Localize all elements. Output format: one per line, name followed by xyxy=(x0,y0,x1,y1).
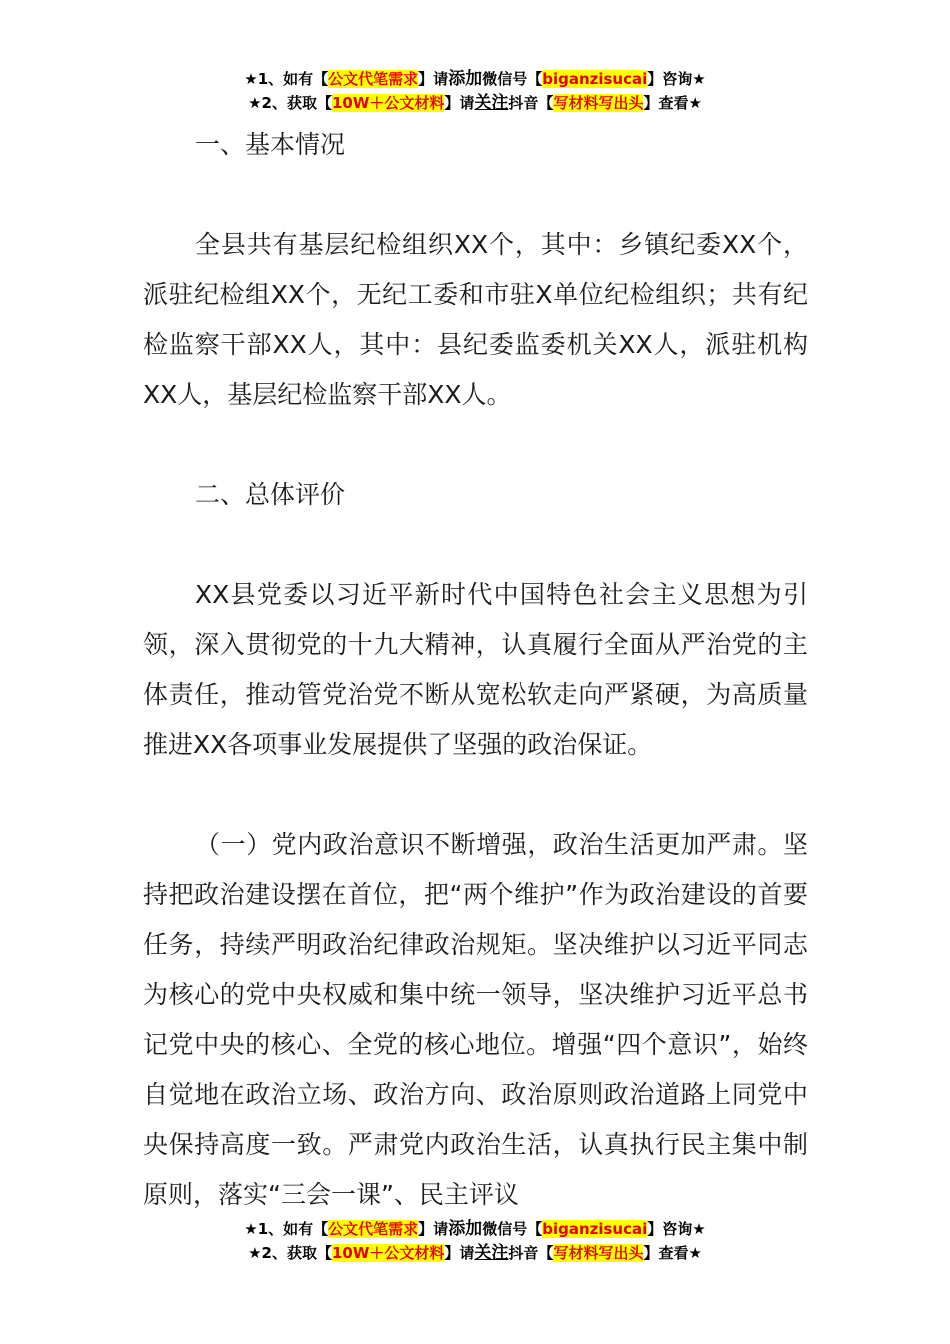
banner-line-1 xyxy=(0,1217,950,1241)
banner-text: 微信号【 xyxy=(482,1220,543,1238)
banner-text: ★1、如有【 xyxy=(244,1220,329,1238)
banner-line-2 xyxy=(0,91,950,115)
banner-emphasis: 关注 xyxy=(474,93,509,113)
banner-text: 】咨询★ xyxy=(647,70,706,88)
paragraph-political-awareness: （一）党内政治意识不断增强，政治生活更加严肃。坚持把政治建设摆在首位，把“两个维护”作为政治建设的首要任务，持续严明政治纪律政治规矩。坚决维护以习近平同志为核心的党中央权威和集中统一领导，坚决维护习近平总书记党中央的核心、全党的核心地位。增强“四个意识”，始终自觉地在政治立场、政治方向、政治原则政治道路上同党中央保持高度一致。严肃党内政治生活，认真执行民主集中制原则，落实“三会一课”、民主评议 xyxy=(143,830,808,1209)
banner-line-1 xyxy=(0,67,950,91)
banner-highlight: 10W＋公文材料 xyxy=(331,94,445,112)
banner-text: 】查看★ xyxy=(643,94,702,112)
banner-text: 】请 xyxy=(418,70,449,88)
banner-highlight: biganzisucai xyxy=(542,70,648,88)
banner-text: 】咨询★ xyxy=(647,1220,706,1238)
section-heading-evaluation: 二、总体评价 xyxy=(195,480,346,509)
header-banner xyxy=(0,67,950,115)
banner-line-2 xyxy=(0,1241,950,1265)
paragraph-evaluation: XX县党委以习近平新时代中国特色社会主义思想为引领，深入贯彻党的十九大精神，认真履行全面从严治党的主体责任，推动管党治党不断从宽松软走向严紧硬，为高质量推进XX各项事业发展提供了坚强的政治保证。 xyxy=(143,580,808,759)
banner-text: 】请 xyxy=(418,1220,449,1238)
banner-highlight: 10W＋公文材料 xyxy=(331,1244,445,1262)
banner-highlight: 公文代笔需求 xyxy=(328,70,419,88)
footer-banner xyxy=(0,1217,950,1265)
banner-emphasis: 关注 xyxy=(474,1243,509,1263)
banner-highlight: 写材料写出头 xyxy=(553,94,644,112)
banner-text: ★1、如有【 xyxy=(244,70,329,88)
banner-text: 微信号【 xyxy=(482,70,543,88)
banner-text: 抖音【 xyxy=(508,94,554,112)
document-body xyxy=(143,120,808,1220)
banner-text: ★2、获取【 xyxy=(248,1244,332,1262)
banner-text: 】查看★ xyxy=(643,1244,702,1262)
banner-emphasis: 添加 xyxy=(448,69,483,89)
banner-highlight: 公文代笔需求 xyxy=(328,1220,419,1238)
paragraph-basic-info: 全县共有基层纪检组织XX个，其中：乡镇纪委XX个，派驻纪检组XX个，无纪工委和市驻X单位纪检组织；共有纪检监察干部XX人，其中：县纪委监委机关XX人，派驻机构XX人，基层纪检监察干部XX人。 xyxy=(143,230,808,409)
banner-text: 】请 xyxy=(444,1244,475,1262)
banner-text: 抖音【 xyxy=(508,1244,554,1262)
banner-emphasis: 添加 xyxy=(448,1219,483,1239)
banner-text: ★2、获取【 xyxy=(248,94,332,112)
banner-highlight: 写材料写出头 xyxy=(553,1244,644,1262)
banner-highlight: biganzisucai xyxy=(542,1220,648,1238)
section-heading-basic: 一、基本情况 xyxy=(195,130,346,159)
banner-text: 】请 xyxy=(444,94,475,112)
